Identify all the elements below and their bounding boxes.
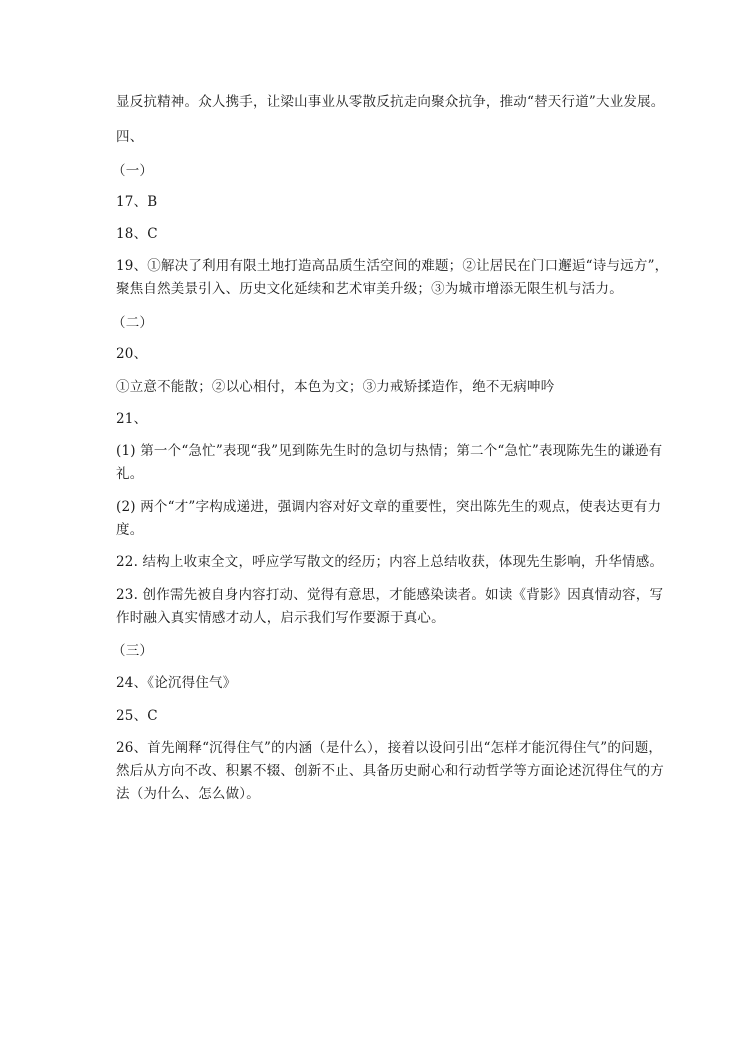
answer-22: 22. 结构上收束全文，呼应学写散文的经历；内容上总结收获，体现先生影响，升华情感。 [116,554,664,570]
answer-26-line-2: 然后从方向不改、积累不辍、创新不止、具备历史耐心和行动哲学等方面论述沉得住气的方 [116,763,664,779]
answer-26-line-3: 法（为什么、怎么做）。 [116,786,260,802]
answer-19-line-2: 聚焦自然美景引入、历史文化延续和艺术审美升级；③为城市增添无限生机与活力。 [116,281,623,297]
answer-21-2-line-1: (2) 两个“才”字构成递进，强调内容对好文章的重要性，突出陈先生的观点，使表达更有力 [116,499,662,515]
answer-26-line-1: 26、首先阐释“沉得住气”的内涵（是什么），接着以设问引出“怎样才能沉得住气”的问题， [116,740,663,756]
subsection-heading-one: （一） [112,163,154,179]
answer-23-line-1: 23. 创作需先被自身内容打动、觉得有意思，才能感染读者。如读《背影》因真情动容，写 [116,587,664,603]
answer-21-2-line-2: 度。 [116,522,144,538]
subsection-heading-two: （二） [112,315,154,331]
answer-23-line-2: 作时融入真实情感才动人，启示我们写作要源于真心。 [116,610,445,626]
section-heading-four: 四、 [116,129,144,145]
subsection-heading-three: （三） [112,643,154,659]
answer-21-1-line-2: 礼。 [116,466,144,482]
answer-20: ①立意不能散；②以心相付，本色为文；③力戒矫揉造作，绝不无病呻吟 [116,379,555,395]
answer-19-line-1: 19、①解决了利用有限土地打造高品质生活空间的难题；②让居民在门口邂逅“诗与远方”， [116,258,669,274]
answer-21-1-line-1: (1) 第一个“急忙”表现“我”见到陈先生时的急切与热情；第二个“急忙”表现陈先生的谦逊有 [116,443,663,459]
answer-17: 17、B [116,194,158,210]
text-line-fragment: 显反抗精神。众人携手，让梁山事业从零散反抗走向聚众抗争，推动“替天行道”大业发展。 [116,94,665,110]
question-21-number: 21、 [116,411,148,427]
answer-24: 24、《论沉得住气》 [116,675,237,691]
answer-18: 18、C [116,226,158,242]
answer-25: 25、C [116,708,158,724]
question-20-number: 20、 [116,346,148,362]
